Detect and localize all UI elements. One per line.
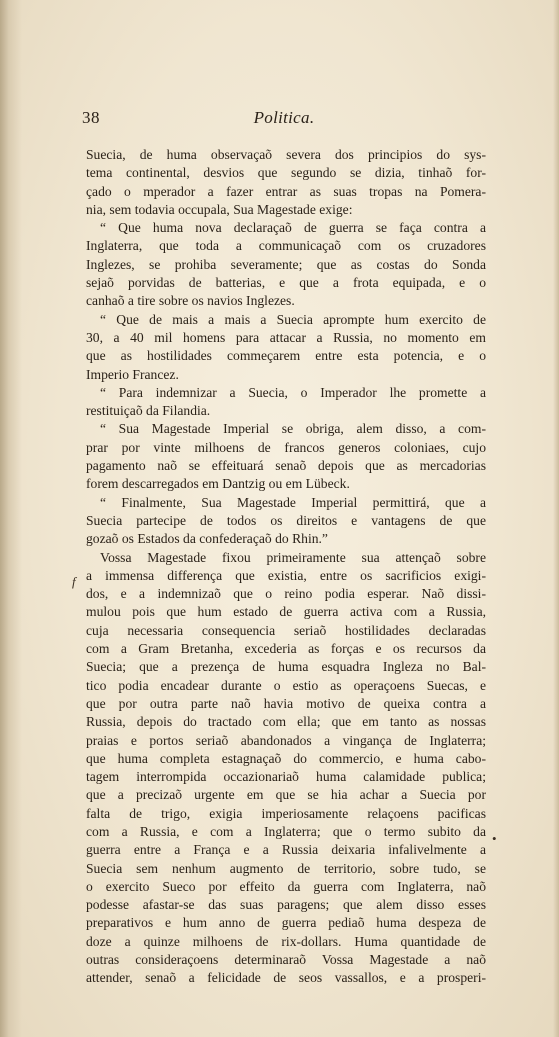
binding-shadow: [0, 0, 22, 1037]
text-line: “ Finalmente, Sua Magestade Imperial permittirá, que a: [100, 494, 486, 510]
text-line: que huma completa estagnaçaõ do commercio, e huma cabo-: [86, 750, 486, 766]
text-line: que a precizaõ urgente em que se hia achar a Suecia por: [86, 787, 486, 803]
text-line: a immensa differença que existia, entre os sacrificios exigi-: [86, 567, 486, 583]
text-line: sejaõ porvidas de batterias, e que a frota equipada, e o: [86, 275, 486, 291]
text-line: Suecia; que a prezença de huma esquadra Ingleza no Bal-: [86, 659, 486, 675]
text-line: que as hostilidades commeçarem entre esta potencia, e o: [86, 348, 486, 364]
body-text: [86, 146, 486, 988]
page-number: 38: [82, 108, 100, 127]
text-line: “ Que de mais a mais a Suecia apromptе hum exercito de: [100, 311, 486, 327]
text-line: preparativos e hum anno de guerra pediaõ huma despeza de: [86, 915, 486, 931]
text-line: Vossa Magestade fixou primeiramente sua attençaõ sobre: [100, 549, 486, 565]
text-line: çado o mperador a fazer entrar as suas tropas na Pomera-: [86, 183, 486, 199]
margin-mark-right: •: [492, 831, 497, 846]
text-line: attender, senaõ a felicidade de seos vassallos, e a prosperi-: [86, 970, 486, 986]
text-line: Suecia, de huma observaçaõ severa dos principios do sys-: [86, 147, 486, 162]
text-line: forem descarregados em Dantzig ou em Lübeck.: [86, 476, 350, 492]
text-line: “ Que huma nova declaraçaõ de guerra se faça contra a: [100, 220, 486, 236]
text-line: o exercito Sueco por effeito da guerra com Inglaterra, naõ: [86, 878, 486, 894]
text-line: “ Sua Magestade Imperial se obriga, alem disso, a com-: [100, 421, 486, 437]
text-line: cuja necessaria consequencia seriaõ hostilidades declaradas: [86, 622, 486, 638]
text-line: tagem interrompida occazionariaõ huma calamidade publica;: [86, 769, 486, 785]
text-line: nia, sem todavia occupala, Sua Magestade exige:: [86, 201, 353, 217]
text-line: doze a quinze milhoens de rix-dollars. Huma quantidade de: [86, 933, 486, 949]
text-line: restituiçaõ da Filandia.: [86, 403, 211, 419]
text-line: com a Russia, e com a Inglaterra; que o termo subito da: [86, 823, 486, 839]
text-line: outras consideraçoens determinaraõ Vossa Magestade a naõ: [86, 952, 486, 968]
text-line: 30, a 40 mil homens para attacar a Russia, no momento em: [86, 329, 486, 345]
text-line: podesse afastar-se das suas paragens; que alem disso esses: [86, 897, 486, 913]
text-line: praias e portos seriaõ abandonados a vingança de Inglaterra;: [86, 732, 486, 748]
text-line: gozaõ os Estados da confederaçaõ do Rhin.”: [86, 531, 328, 547]
text-line: canhaõ a tire sobre os navios Inglezes.: [86, 293, 295, 309]
text-line: Inglaterra, que toda a communicaçaõ com os cruzadores: [86, 238, 486, 254]
text-line: prar por vinte milhoens de francos generos coloniaes, cujo: [86, 439, 486, 455]
text-line: Suecia partecipe de todos os direitos e vantagens de que: [86, 512, 486, 528]
text-line: com a Gram Bretanha, excederia as forças e os recursos da: [86, 641, 486, 657]
text-line: Imperio Francez.: [86, 366, 179, 382]
page-edge: [553, 0, 559, 1037]
running-title: Politica.: [253, 108, 315, 127]
text-line: Inglezes, se prohiba severamente; que as costas do Sonda: [86, 256, 486, 272]
margin-mark-left: f: [72, 574, 76, 589]
text-line: guerra entre a França e a Russia deixaria infalivelmente a: [86, 842, 486, 858]
text-line: que por outra parte naõ havia motivo de queixa contra a: [86, 695, 486, 711]
running-head: [82, 108, 486, 130]
text-line: tema continental, desvios que segundo se dizia, tinhaõ for-: [86, 165, 486, 181]
text-line: “ Para indemnizar a Suecia, o Imperador lhe promette a: [100, 384, 486, 400]
text-line: pagamento naõ se effeituará senaõ depois que as mercadorias: [86, 458, 486, 474]
text-line: Suecia sem nenhum augmento de territorio, sobre tudo, se: [86, 860, 486, 876]
text-line: falta de trigo, exigia imperiosamente relaçoens pacificas: [86, 805, 486, 821]
text-line: dos, e a indemnizaõ que o reino podia esperar. Naõ dissi-: [86, 586, 486, 602]
text-line: Russia, depois do tractado com ella; que em tanto as nossas: [86, 714, 486, 730]
text-line: mulou pois que hum estado de guerra activa com a Russia,: [86, 604, 486, 620]
text-line: tico podia encadear durante o estio as operaçoens Suecas, e: [86, 677, 486, 693]
